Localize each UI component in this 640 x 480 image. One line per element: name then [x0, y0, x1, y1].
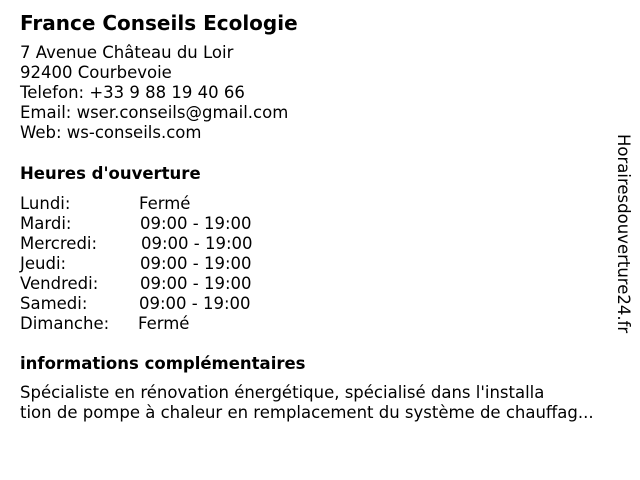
day-label: Samedi:: [20, 294, 88, 313]
info-line-1: Spécialiste en rénovation énergétique, spécialisé dans l'installa: [20, 383, 545, 402]
hours-heading: Heures d'ouverture: [20, 164, 201, 183]
day-label: Lundi:: [20, 194, 71, 213]
hours-value: 09:00 - 19:00: [140, 214, 252, 233]
business-name: France Conseils Ecologie: [20, 11, 298, 35]
info-line-2: tion de pompe à chaleur en remplacement du système de chauffag...: [20, 403, 594, 422]
phone-line: Telefon: +33 9 88 19 40 66: [20, 83, 245, 102]
site-watermark: Horairesdouverture24.fr: [614, 134, 633, 334]
contact-block: [20, 43, 288, 143]
web-line: Web: ws-conseils.com: [20, 123, 202, 142]
email-line: Email: wser.conseils@gmail.com: [20, 103, 289, 122]
hours-value: Fermé: [139, 194, 191, 213]
address-line-1: 7 Avenue Château du Loir: [20, 43, 234, 62]
day-label: Mercredi:: [20, 234, 98, 253]
hours-value: 09:00 - 19:00: [139, 294, 251, 313]
hours-value: 09:00 - 19:00: [140, 274, 252, 293]
day-label: Dimanche:: [20, 314, 110, 333]
hours-value: 09:00 - 19:00: [141, 234, 253, 253]
info-heading: informations complémentaires: [20, 354, 306, 373]
day-label: Vendredi:: [20, 274, 99, 293]
address-line-2: 92400 Courbevoie: [20, 63, 172, 82]
hours-value: Fermé: [138, 314, 190, 333]
day-label: Mardi:: [20, 214, 72, 233]
day-label: Jeudi:: [20, 254, 67, 273]
info-description: [20, 383, 594, 423]
hours-value: 09:00 - 19:00: [140, 254, 252, 273]
